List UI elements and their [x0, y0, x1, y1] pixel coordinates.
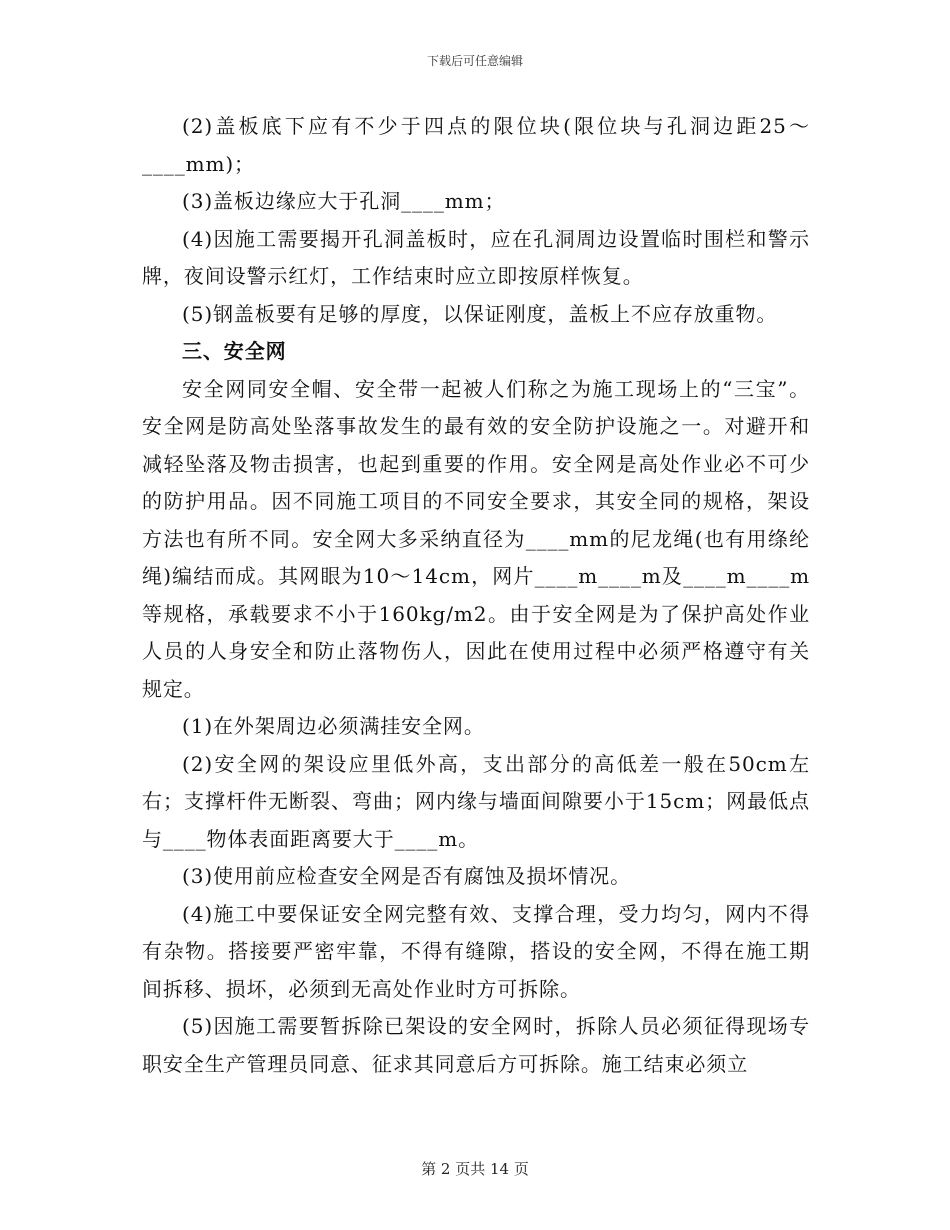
- paragraph-steel-cover: (5)钢盖板要有足够的厚度，以保证刚度，盖板上不应存放重物。: [182, 301, 778, 326]
- page-header: 下载后可任意编辑: [426, 54, 523, 68]
- paragraph-cover-edge: (3)盖板边缘应大于孔洞____mm；: [182, 189, 506, 213]
- paragraph-net-rule-3: (3)使用前应检查安全网是否有腐蚀及损坏情况。: [182, 864, 632, 888]
- paragraph-net-rule-5: (5)因施工需要暂拆除已架设的安全网时，拆除人员必须征得现场专职安全生产管理员同意、征求其同意后方可拆除。施工结束必须立: [142, 1014, 810, 1076]
- paragraph-net-rule-2: (2)安全网的架设应里低外高，支出部分的高低差一般在50cm左右；支撑杆件无断裂、弯曲；网内缘与墙面间隙要小于15cm；网最低点与____物体表面距离要大于____m。: [142, 751, 810, 851]
- paragraph-net-rule-1: (1)在外架周边必须满挂安全网。: [182, 714, 485, 738]
- paragraph-net-rule-4: (4)施工中要保证安全网完整有效、支撑合理，受力均匀，网内不得有杂物。搭接要严密牢靠，不得有缝隙，搭设的安全网，不得在施工期间拆移、损坏，必须到无高处作业时方可拆除。: [142, 901, 810, 1001]
- paragraph-cover-removal: (4)因施工需要揭开孔洞盖板时，应在孔洞周边设置临时围栏和警示牌，夜间设警示红灯，工作结束时应立即按原样恢复。: [142, 226, 810, 288]
- section-heading-safety-net: 三、安全网: [182, 339, 287, 363]
- paragraph-safety-net-intro: 安全网同安全帽、安全带一起被人们称之为施工现场上的“三宝”。安全网是防高处坠落事故发生的最有效的安全防护设施之一。对避开和减轻坠落及物击损害，也起到重要的作用。安全网是高处作业必不可少的防护用品。因不同施工项目的不同安全要求，其安全同的规格，架设方法也有所不同。安全网大多采纳直径为____mm的尼龙绳(也有用绦纶绳)编结而成。其网眼为10～14cm，网片____m____m及____m____m等规格，承载要求不小于160kg/m2。由于安全网是为了保护高处作业人员的人身安全和防止落物伤人，因此在使用过程中必须严格遵守有关规定。: [142, 376, 810, 701]
- document-body: [142, 108, 810, 1083]
- paragraph-cover-limit-block: (2)盖板底下应有不少于四点的限位块(限位块与孔洞边距25～____mm)；: [142, 114, 810, 176]
- page-number: 第 2 页共 14 页: [421, 1160, 529, 1178]
